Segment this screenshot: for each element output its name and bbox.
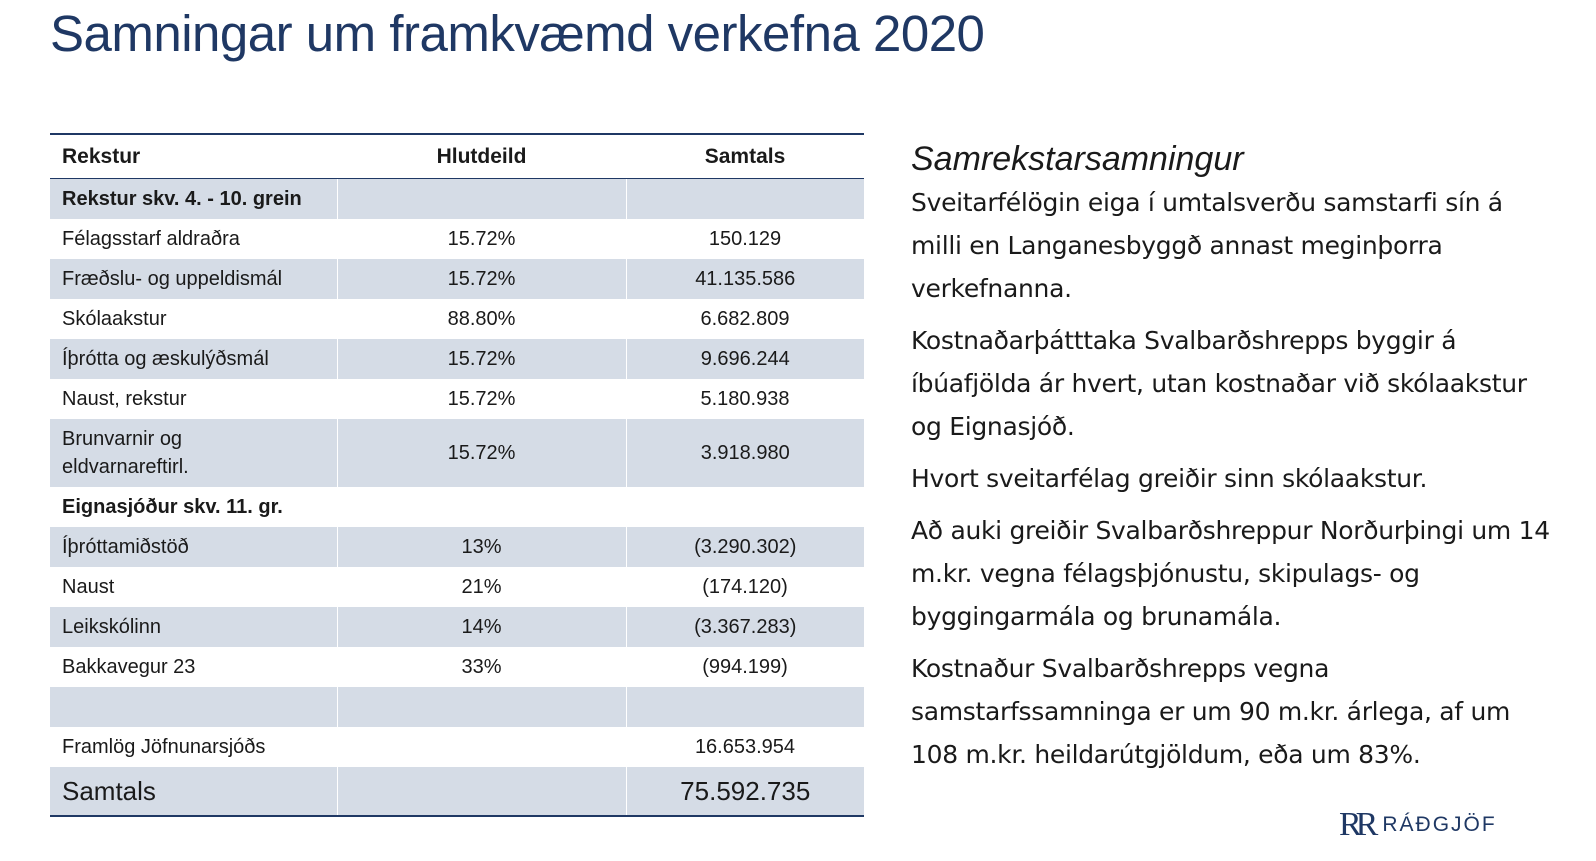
- table-row-empty: [50, 687, 864, 727]
- column-header-hlutdeild: Hlutdeild: [337, 134, 626, 179]
- table-row: [50, 527, 864, 567]
- row-share: 33%: [461, 655, 502, 678]
- row-share: 13%: [337, 527, 626, 567]
- table-header-row: [50, 134, 864, 179]
- row-label: Brunvarnir og eldvarnareftirl.: [50, 419, 337, 487]
- total-value: 75.592.735: [626, 767, 864, 816]
- row-total: 16.653.954: [694, 735, 796, 758]
- total-share: [337, 767, 626, 816]
- row-label: Félagsstarf aldraðra: [62, 227, 240, 250]
- row-total: (174.120): [702, 575, 788, 598]
- paragraph: Hvort sveitarfélag greiðir sinn skólaakstur.: [911, 464, 1428, 493]
- total-label: Samtals: [50, 767, 337, 816]
- row-label: Skólaakstur: [62, 307, 167, 330]
- row-total: 150.129: [708, 227, 782, 250]
- row-total: 9.696.244: [626, 339, 864, 379]
- budget-table: [50, 133, 864, 817]
- table-total-row: [50, 767, 864, 816]
- table-row: [50, 339, 864, 379]
- row-label: [50, 687, 337, 727]
- table-row: [50, 567, 864, 607]
- column-header-rekstur: Rekstur: [50, 134, 337, 179]
- row-total: (994.199): [702, 655, 788, 678]
- row-share: [337, 487, 626, 527]
- row-total: [626, 687, 864, 727]
- table-section-row: [50, 179, 864, 220]
- table-row: [50, 299, 864, 339]
- table-row: [50, 647, 864, 687]
- row-label: Íþrótta og æskulýðsmál: [50, 339, 337, 379]
- table-row: [50, 219, 864, 259]
- row-total: (3.290.302): [626, 527, 864, 567]
- row-label: Fræðslu- og uppeldismál: [50, 259, 337, 299]
- row-total: 5.180.938: [700, 387, 790, 410]
- row-label: Íþróttamiðstöð: [50, 527, 337, 567]
- row-share: 88.80%: [447, 307, 516, 330]
- radgjof-logo: [1339, 806, 1497, 844]
- slide-title: Samningar um framkvæmd verkefna 2020: [50, 5, 985, 62]
- table-row: [50, 419, 864, 487]
- row-total: [626, 487, 864, 527]
- paragraph: Að auki greiðir Svalbarðshreppur Norðurþingi um 14 m.kr. vegna félagsþjónustu, skipulags- og byggingarmála og brunamála.: [911, 516, 1550, 631]
- column-header-samtals: Samtals: [626, 134, 864, 179]
- row-total: 41.135.586: [626, 259, 864, 299]
- table-row: [50, 727, 864, 767]
- row-total: [626, 179, 864, 220]
- row-share: 14%: [337, 607, 626, 647]
- row-share: [337, 687, 626, 727]
- row-share: [337, 727, 626, 767]
- row-label: Eignasjóður skv. 11. gr.: [62, 495, 283, 518]
- table-row: [50, 259, 864, 299]
- row-total: 6.682.809: [700, 307, 790, 330]
- row-share: 15.72%: [447, 227, 516, 250]
- row-label: Rekstur skv. 4. - 10. grein: [50, 179, 337, 220]
- row-share: 21%: [461, 575, 502, 598]
- row-share: 15.72%: [337, 259, 626, 299]
- row-label: Naust: [62, 575, 115, 598]
- row-label: Leikskólinn: [50, 607, 337, 647]
- logo-text: RÁÐGJÖF: [1382, 813, 1497, 836]
- table-row: [50, 379, 864, 419]
- paragraph: Sveitarfélögin eiga í umtalsverðu samstarfi sín á milli en Langanesbyggð annast meginþorra verkefnanna.: [911, 188, 1503, 303]
- row-label: Bakkavegur 23: [62, 655, 196, 678]
- panel-heading: Samrekstarsamningur: [911, 140, 1244, 178]
- table-row: [50, 607, 864, 647]
- table-section-row: [50, 487, 864, 527]
- agreement-text-panel: [911, 140, 1551, 785]
- row-share: 15.72%: [337, 419, 626, 487]
- row-label: Framlög Jöfnunarsjóðs: [62, 735, 266, 758]
- paragraph: Kostnaðarþátttaka Svalbarðshrepps byggir á íbúafjölda ár hvert, utan kostnaðar við skólaakstur og Eignasjóð.: [911, 326, 1527, 441]
- row-label: Naust, rekstur: [62, 387, 187, 410]
- row-share: [337, 179, 626, 220]
- row-total: 3.918.980: [626, 419, 864, 487]
- paragraph: Kostnaður Svalbarðshrepps vegna samstarfssamninga er um 90 m.kr. árlega, af um 108 m.kr. heildarútgjöldum, eða um 83%.: [911, 654, 1511, 769]
- row-share: 15.72%: [337, 339, 626, 379]
- row-total: (3.367.283): [626, 607, 864, 647]
- row-share: 15.72%: [447, 387, 516, 410]
- logo-mark-icon: RR: [1339, 806, 1373, 843]
